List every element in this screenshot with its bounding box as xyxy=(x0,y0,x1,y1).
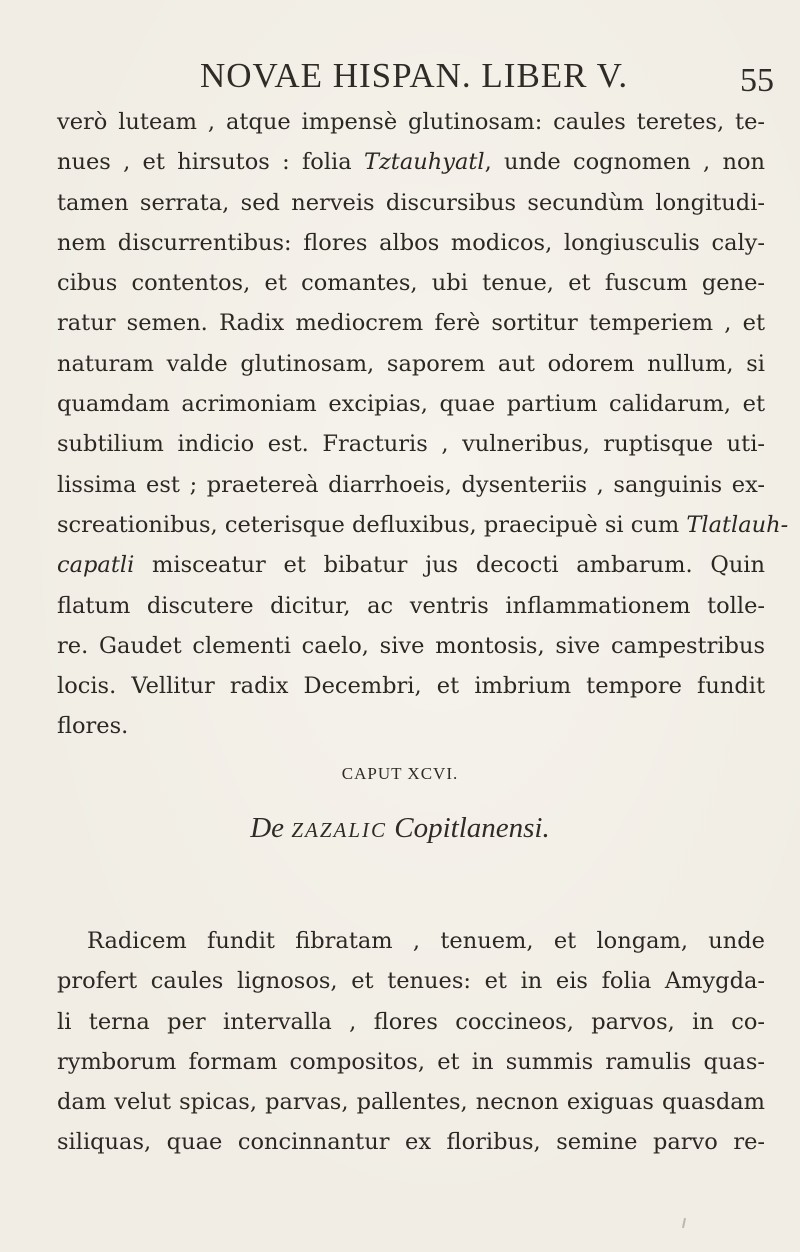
text-line: cibus contentos, et comantes, ubi tenue, et fuscum gene- xyxy=(57,270,765,297)
text-line: profert caules lignosos, et tenues: et in eis folia Amygda- xyxy=(57,968,765,995)
text-line: re. Gaudet clementi caelo, sive montosis, sive campestribus xyxy=(57,632,765,659)
text-span: screationibus, ceterisque defluxibus, praecipuè si cum xyxy=(57,511,680,538)
text-line: tamen serrata, sed nerveis discursibus secundùm longitudi- xyxy=(57,189,765,216)
text-line xyxy=(57,142,765,182)
text-line: lissima est ; praetereà diarrhoeis, dysenteriis , sanguinis ex- xyxy=(57,471,765,498)
chapter-label: CAPUT XCVI. xyxy=(341,764,459,783)
plant-name-tztauhyatl: Tztauhyatl xyxy=(363,149,485,176)
text-line: dam velut spicas, parvas, pallentes, necnon exiguas quasdam xyxy=(57,1089,765,1116)
text-line xyxy=(57,505,789,545)
text-line: locis. Vellitur radix Decembri, et imbrium tempore fundit xyxy=(57,673,765,700)
text-span: nues , et hirsutos : folia xyxy=(57,149,352,176)
text-line: flores. xyxy=(57,713,129,740)
chapter-title-suffix: Copitlanensi. xyxy=(394,812,550,844)
text-span: misceatur et bibatur jus decocti ambarum. Quin xyxy=(152,552,765,579)
text-line: nem discurrentibus: flores albos modicos, longiusculis caly- xyxy=(57,229,765,256)
chapter-title-prefix: De xyxy=(250,812,285,844)
text-line: flatum discutere dicitur, ac ventris inflammationem tolle- xyxy=(57,592,765,619)
text-span: , unde cognomen , non xyxy=(484,149,765,176)
running-head: NOVAE HISPAN. LIBER V. xyxy=(200,56,629,95)
plant-name-tlatlauhcapatli-cont: capatli xyxy=(57,552,135,579)
chapter-title xyxy=(0,812,800,845)
text-line: verò luteam , atque impensè glutinosam: caules teretes, te- xyxy=(57,109,765,135)
text-line: siliquas, quae concinnantur ex floribus, semine parvo re- xyxy=(57,1129,765,1156)
plant-name-tlatlauhcapatli: Tlatlauh- xyxy=(686,511,789,538)
text-line: ratur semen. Radix mediocrem ferè sortitur temperiem , et xyxy=(57,310,765,337)
text-line: subtilium indicio est. Fracturis , vulneribus, ruptisque uti- xyxy=(57,431,765,458)
paragraph-1 xyxy=(57,102,789,747)
text-line: naturam valde glutinosam, saporem aut odorem nullum, si xyxy=(57,350,765,377)
text-line: rymborum formam compositos, et in summis ramulis quas- xyxy=(57,1048,765,1075)
text-line: li terna per intervalla , flores coccineos, parvos, in co- xyxy=(57,1008,765,1035)
paragraph-2 xyxy=(57,921,765,1163)
ink-mark xyxy=(682,1218,686,1228)
text-line: quamdam acrimoniam excipias, quae partium calidarum, et xyxy=(57,391,765,418)
text-line xyxy=(57,545,765,585)
chapter-title-name: ZAZALIC xyxy=(291,818,388,842)
page-number: 55 xyxy=(740,62,774,99)
text-line: Radicem fundit fibratam , tenuem, et longam, unde xyxy=(87,928,765,954)
